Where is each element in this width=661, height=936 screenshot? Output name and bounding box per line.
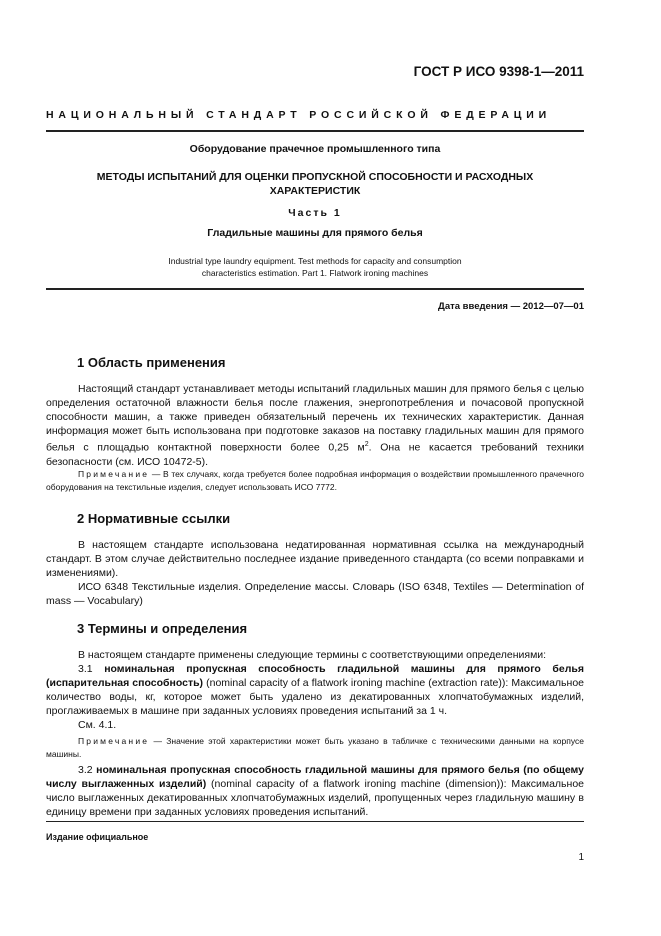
english-title — [46, 255, 584, 279]
standard-subtitle: Гладильные машины для прямого белья — [207, 227, 423, 239]
section-3-heading: 3 Термины и определения — [77, 621, 248, 636]
english-title-line-1: Industrial type laundry equipment. Test methods for capacity and consumption — [168, 256, 462, 266]
english-title-line-2: characteristics estimation. Part 1. Flatwork ironing machines — [201, 268, 429, 278]
title-line-2: ХАРАКТЕРИСТИК — [269, 185, 361, 197]
term-3-1-reference: См. 4.1. — [78, 719, 117, 731]
section-2-heading: 2 Нормативные ссылки — [77, 511, 231, 526]
section-3-intro: В настоящем стандарте применены следующие термины с соответствующими определениями: — [78, 649, 547, 661]
section-3-note: Примечание — Значение этой характеристики может быть указано в табличке с техническими данными на корпусе машины. — [46, 736, 584, 759]
section-2-paragraph-1: В настоящем стандарте использована недатированная нормативная ссылка на международный стандарт. В этом случае действительно последнее издание приведенного стандарта (со всеми поправками и изменениями). — [46, 539, 584, 579]
introduction-date: Дата введения — 2012—07—01 — [438, 301, 584, 312]
standard-title — [46, 170, 584, 198]
part-label: Часть 1 — [288, 207, 342, 219]
gost-code: ГОСТ Р ИСО 9398-1—2011 — [413, 64, 584, 79]
section-2-paragraph-2: ИСО 6348 Текстильные изделия. Определение массы. Словарь (ISO 6348, Textiles — Determination of mass — Vocabulary) — [46, 581, 584, 607]
document-page — [46, 0, 584, 936]
standard-subject: Оборудование прачечное промышленного типа — [189, 143, 441, 155]
section-1-note: Примечание — В тех случаях, когда требуется более подробная информация о воздействии промышленного прачечного оборудования на текстильные изделия, следует использовать ИСО 7772. — [46, 469, 584, 492]
official-edition-label: Издание официальное — [46, 832, 149, 842]
footer-divider — [46, 821, 584, 822]
page-number: 1 — [578, 852, 584, 863]
national-standard-heading: НАЦИОНАЛЬНЫЙ СТАНДАРТ РОССИЙСКОЙ ФЕДЕРАЦИИ — [46, 109, 552, 121]
term-3-1: 3.1 номинальная пропускная способность гладильной машины для прямого белья (испарительная способность) (nominal capacity of a flatwork ironing machine (extraction rate)): Максимальное количество воды, кг, которое может быть удалено из декатированных хлопчатобумажных изделий, проглаживаемых в машине при заданных условиях проведения испытаний за 1 ч. — [46, 663, 585, 717]
title-divider — [46, 288, 584, 290]
section-1-paragraph: Настоящий стандарт устанавливает методы испытаний гладильных машин для прямого белья с целью определения остаточной влажности белья после глажения, энергопотребления и почасовой пропускной способности машин, а также приведен обязательный перечень их технических характеристик. Данная информация может быть использована при подготовке заказов на поставку гладильных машин для прямого белья с площадью контактной поверхности более 0,25 $м^2$. Она не касается требований техники безопасности (см. ИСО 10472-5). — [46, 383, 584, 468]
title-line-1: МЕТОДЫ ИСПЫТАНИЙ ДЛЯ ОЦЕНКИ ПРОПУСКНОЙ СПОСОБНОСТИ И РАСХОДНЫХ — [96, 171, 534, 183]
section-1-heading: 1 Область применения — [77, 355, 226, 370]
top-divider — [46, 130, 584, 132]
term-3-2: 3.2 номинальная пропускная способность гладильной машины для прямого белья (по общему числу выглаженных изделий) (nominal capacity of a flatwork ironing machine (dimension)): Максимальное число выглаженных декатированных хлопчатобумажных изделий, пропущенных через гладильную машину в единицу времени при заданных условиях проведения испытаний. — [46, 764, 585, 818]
